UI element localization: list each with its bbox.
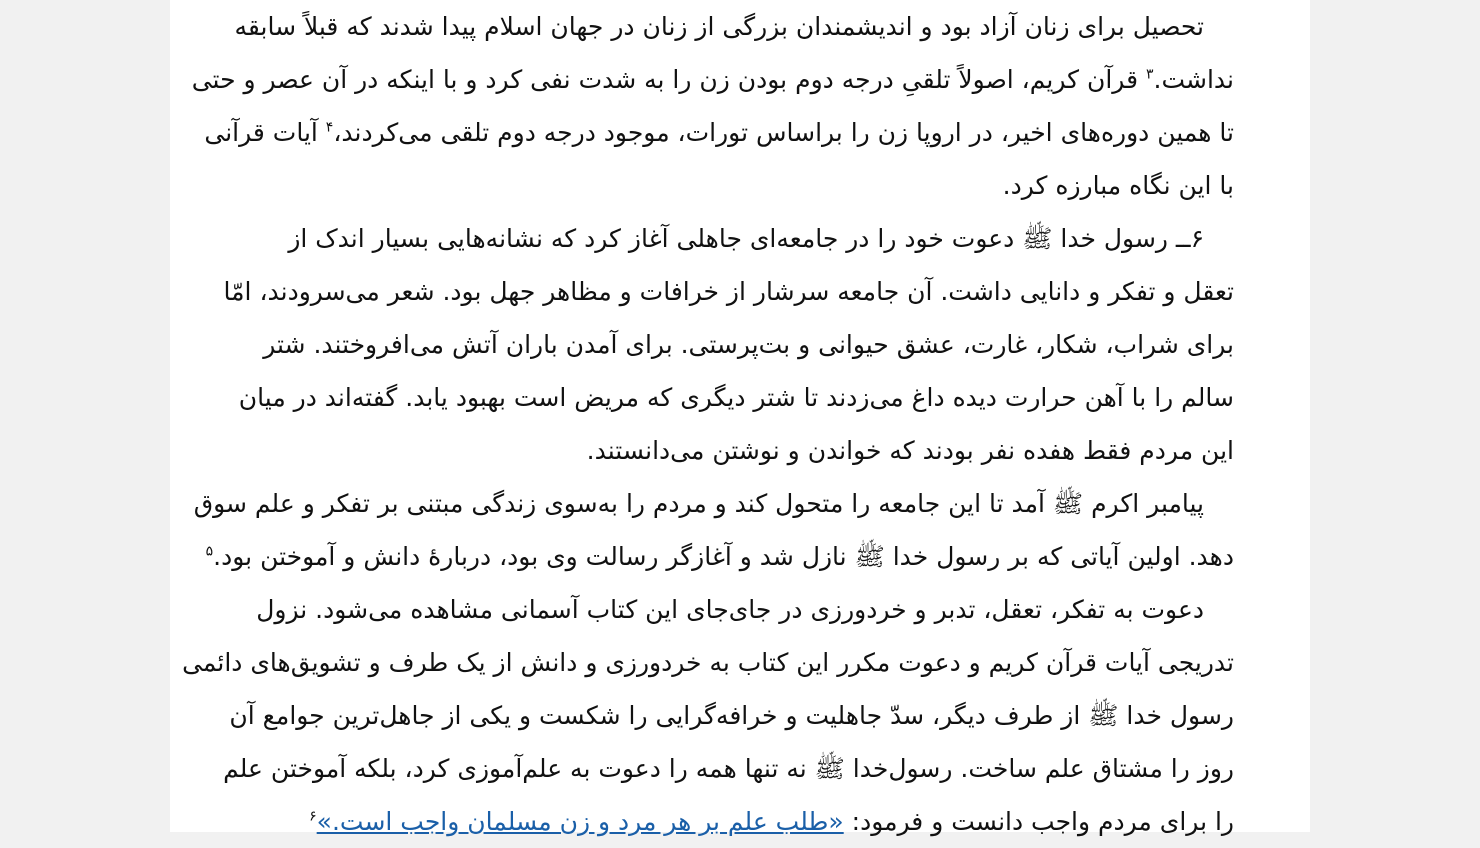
text-line [238, 371, 1234, 424]
footnote-marker: ۳ [1146, 66, 1154, 83]
text-line [234, 0, 1204, 53]
hadith-quote: «طلب علم بر هر مرد و زن مسلمان واجب است.» [316, 807, 844, 836]
text-line [223, 742, 1234, 795]
footnote-marker: ۶ [309, 808, 317, 825]
line-text: این مردم فقط هفده نفر بودند که خواندن و نوشتن می‌دانستند. [586, 436, 1234, 465]
line-text-continued: آیات قرآنی [204, 118, 326, 147]
text-line [256, 583, 1204, 636]
text-line [205, 530, 1234, 583]
document-page [170, 0, 1310, 836]
line-text-continued: قرآن کریم، اصولاً تلقیِ درجه دوم بودن زن را به شدت نفی کرد و با اینکه در آن عصر و حتی [191, 65, 1146, 94]
line-text: ۶ــ رسول خدا ﷺ دعوت خود را در جامعه‌ای جاهلی آغاز کرد که نشانه‌هایی بسیار اندک از [288, 224, 1204, 253]
line-text: دعوت به تفکر، تعقل، تدبر و خردورزی در جای‌جای این کتاب آسمانی مشاهده می‌شود. نزول [256, 595, 1204, 624]
text-line [292, 424, 1234, 477]
line-text: دهد. اولین آیاتی که بر رسول خدا ﷺ نازل شد و آغازگر رسالت وی بود، دربارهٔ دانش و آموختن بود. [213, 542, 1234, 571]
footnote-marker: ۵ [205, 543, 214, 560]
line-text: برای شراب، شکار، غارت، عشق حیوانی و بت‌پرستی. برای آمدن باران آتش می‌افروختند. شتر [263, 330, 1234, 359]
text-line [204, 106, 1234, 159]
footnote-marker: ۴ [325, 119, 334, 136]
text-line [223, 265, 1234, 318]
text-line [182, 636, 1234, 689]
line-text: تحصیل برای زنان آزاد بود و اندیشمندان بزرگی از زنان در جهان اسلام پیدا شدند که قبلاً سابقه [234, 12, 1204, 41]
line-text: تعقل و تفکر و دانایی داشت. آن جامعه سرشار از خرافات و مظاهر جهل بود. شعر می‌سرودند، امّا [223, 277, 1234, 306]
text-line [292, 159, 1234, 212]
line-text: تدریجی آیات قرآن کریم و دعوت مکرر این کتاب به خردورزی و دانش از یک طرف و تشویق‌های دائمی [182, 648, 1234, 677]
line-text: پیامبر اکرم ﷺ آمد تا این جامعه را متحول کند و مردم را به‌سوی زندگی مبتنی بر تفکر و علم سوق [193, 489, 1204, 518]
text-line [288, 212, 1204, 265]
line-text: با این نگاه مبارزه کرد. [1002, 171, 1234, 200]
line-text: سالم را با آهن حرارت دیده داغ می‌زدند تا شتر دیگری که مریض است بهبود یابد. گفته‌اند در میان [238, 383, 1234, 412]
text-line [229, 689, 1234, 742]
text-line [263, 318, 1234, 371]
text-line [193, 477, 1204, 530]
line-text: را برای مردم واجب دانست و فرمود: [843, 807, 1234, 836]
line-text: تا همین دوره‌های اخیر، در اروپا زن را براساس تورات، موجود درجه دوم تلقی می‌کردند، [333, 118, 1234, 147]
line-text: نداشت. [1153, 65, 1234, 94]
text-line [191, 53, 1234, 106]
line-text: رسول خدا ﷺ از طرف دیگر، سدّ جاهلیت و خرافه‌گرایی را شکست و یکی از جاهل‌ترین جوامع آن [229, 701, 1234, 730]
line-text: روز را مشتاق علم ساخت. رسول‌خدا ﷺ نه تنها همه را دعوت به علم‌آموزی کرد، بلکه آموختن علم [223, 754, 1234, 783]
text-line [292, 795, 1234, 848]
